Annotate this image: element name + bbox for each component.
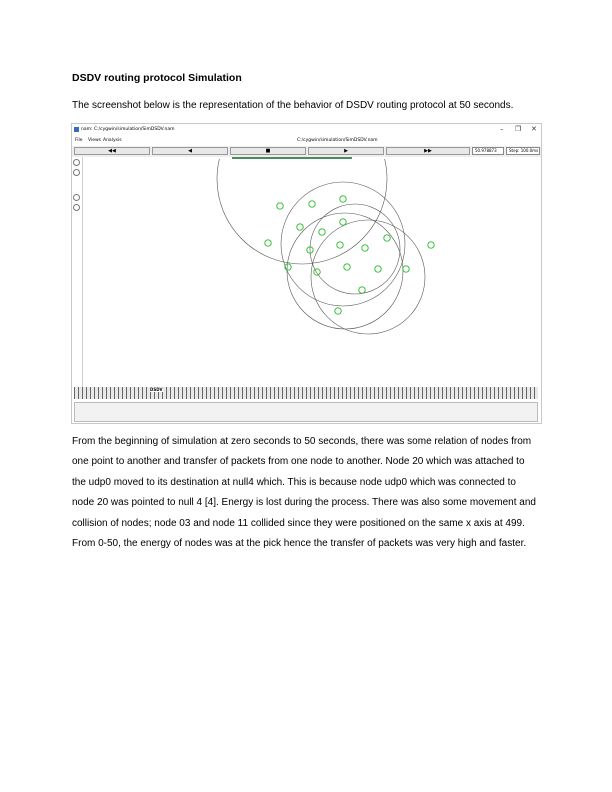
window-titlebar [72,124,541,136]
network-node[interactable] [314,269,320,275]
network-canvas [83,159,538,384]
network-node[interactable] [344,264,350,270]
network-node[interactable] [297,224,303,230]
edit-icon-2[interactable] [73,204,80,211]
network-node[interactable] [375,266,381,272]
zoom-sidebar [72,157,83,387]
network-node[interactable] [384,235,390,241]
range-circles [217,159,425,334]
zoom-in-icon[interactable] [73,159,80,166]
network-node[interactable] [340,219,346,225]
menu-file[interactable]: File [75,138,83,143]
paragraph-line: the udp0 moved to its destination at null4 which. This is because node udp0 which was connected to [72,476,516,488]
network-node[interactable] [428,242,434,248]
range-circle [287,213,403,329]
minimize-icon[interactable]: – [500,125,504,133]
paragraph-line: From 0-50, the energy of nodes was at the pick hence the transfer of packets was very high and faster. [72,538,527,550]
menu-views[interactable]: Views [88,138,102,143]
step-readout[interactable]: Step: 100.0ms [506,147,540,155]
timeline-label: DSDV [150,387,163,392]
network-node[interactable] [359,287,365,293]
rewind-button[interactable]: ◀◀ [74,147,150,155]
paragraph-line: node 20 was pointed to null 4 [4]. Energy is lost during the process. There was also some movement and [72,497,536,509]
range-circle [310,204,400,294]
range-circle [311,220,425,334]
edit-icon[interactable] [73,194,80,201]
network-node[interactable] [285,264,291,270]
menu-analysis[interactable]: Analysis [103,138,122,143]
nam-screenshot [71,123,542,424]
network-node[interactable] [403,266,409,272]
close-icon[interactable]: ✕ [531,125,537,133]
timeline-slider[interactable] [74,387,538,399]
network-node[interactable] [335,308,341,314]
play-button[interactable]: ▶ [308,147,384,155]
body-paragraph [72,432,542,554]
annotation-pane [74,402,538,422]
app-icon [74,127,79,132]
time-readout: 50.978873 [472,147,504,155]
paragraph-line: one point to another and transfer of packets from one node to another. Node 20 which was attached to [72,456,525,468]
network-node[interactable] [277,203,283,209]
network-node[interactable] [340,196,346,202]
network-node[interactable] [265,240,271,246]
network-node[interactable] [309,201,315,207]
fast-forward-button[interactable]: ▶▶ [386,147,470,155]
maximize-icon[interactable]: ❐ [515,125,522,133]
paragraph-line: From the beginning of simulation at zero seconds to 50 seconds, there was some relation of nodes from [72,436,532,447]
paragraph-line: collision of nodes; node 03 and node 11 collided since they were positioned on the same x axis at 499. [72,517,525,529]
window-title: nam: C:/cygwin/simulation/SimDSDV.nam [81,127,175,132]
file-path: C:/cygwin/simulation/SimDSDV.nam [297,138,378,143]
intro-sentence: The screenshot below is the representation of the behavior of DSDV routing protocol at 50 seconds. [72,100,514,111]
stop-button[interactable]: ■ [230,147,306,155]
node-group [265,196,434,314]
network-node[interactable] [337,242,343,248]
network-node[interactable] [362,245,368,251]
back-button[interactable]: ◀ [152,147,228,155]
zoom-out-icon[interactable] [73,169,80,176]
network-node[interactable] [319,229,325,235]
playback-toolbar [72,146,541,157]
page-title: DSDV routing protocol Simulation [72,72,242,84]
